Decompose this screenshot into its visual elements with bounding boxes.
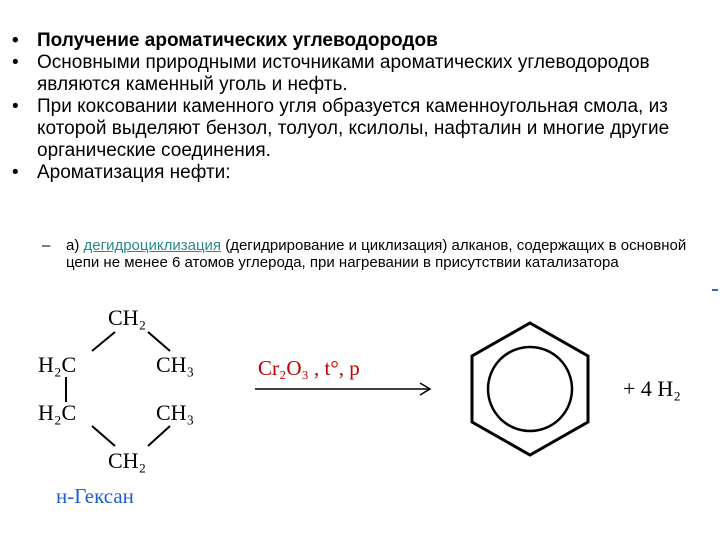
formula-h2c-2: H₂C: [38, 400, 77, 425]
sub-rest: (дегидрирование и циклизация) алканов, содержащих в основной цепи не менее 6 атомов углерода, при нагревании в присутствии катализатора: [66, 237, 687, 271]
hexagon-shape: [472, 323, 588, 455]
reaction-conditions: Cr₂O₃ , t°, p: [258, 356, 360, 380]
sub-dash: –: [42, 237, 51, 254]
formula-ch2-bottom: CH₂: [108, 448, 147, 473]
bullet-dot: •: [12, 162, 19, 183]
hexane-bonds: [66, 332, 170, 446]
bullet-dot: •: [12, 52, 19, 73]
benzene-ring: [472, 323, 588, 455]
bullet-text: Ароматизация нефти:: [37, 162, 231, 183]
bond-line: [92, 426, 115, 446]
product-hydrogen: + 4 H₂: [623, 376, 681, 401]
bond-line: [148, 426, 170, 446]
formula-ch3-1: CH₃: [156, 352, 195, 377]
hexane-caption: н-Гексан: [56, 484, 134, 508]
bullet-text: Получение ароматических углеводородов: [37, 30, 438, 51]
formula-h2c-1: H₂C: [38, 352, 77, 377]
formula-ch2-top: CH₂: [108, 305, 147, 330]
bond-line: [148, 332, 170, 351]
bullet-text: Основными природными источниками ароматических углеводородов являются каменный уголь и нефть.: [37, 52, 650, 95]
bullet-dot: •: [12, 30, 19, 51]
reaction-arrow: [255, 383, 430, 395]
aromatic-circle: [488, 347, 572, 431]
bond-line: [92, 332, 115, 351]
bullet-text: При коксовании каменного угля образуется каменноугольная смола, из которой выделяют бензол, толуол, ксилолы, нафталин и многие другие органические соединения.: [37, 96, 670, 161]
dehydrocyclization-link[interactable]: дегидроциклизация: [83, 237, 222, 254]
formula-ch3-2: CH₃: [156, 400, 195, 425]
bullet-dot: •: [12, 96, 19, 117]
sub-prefix: а): [66, 237, 84, 254]
